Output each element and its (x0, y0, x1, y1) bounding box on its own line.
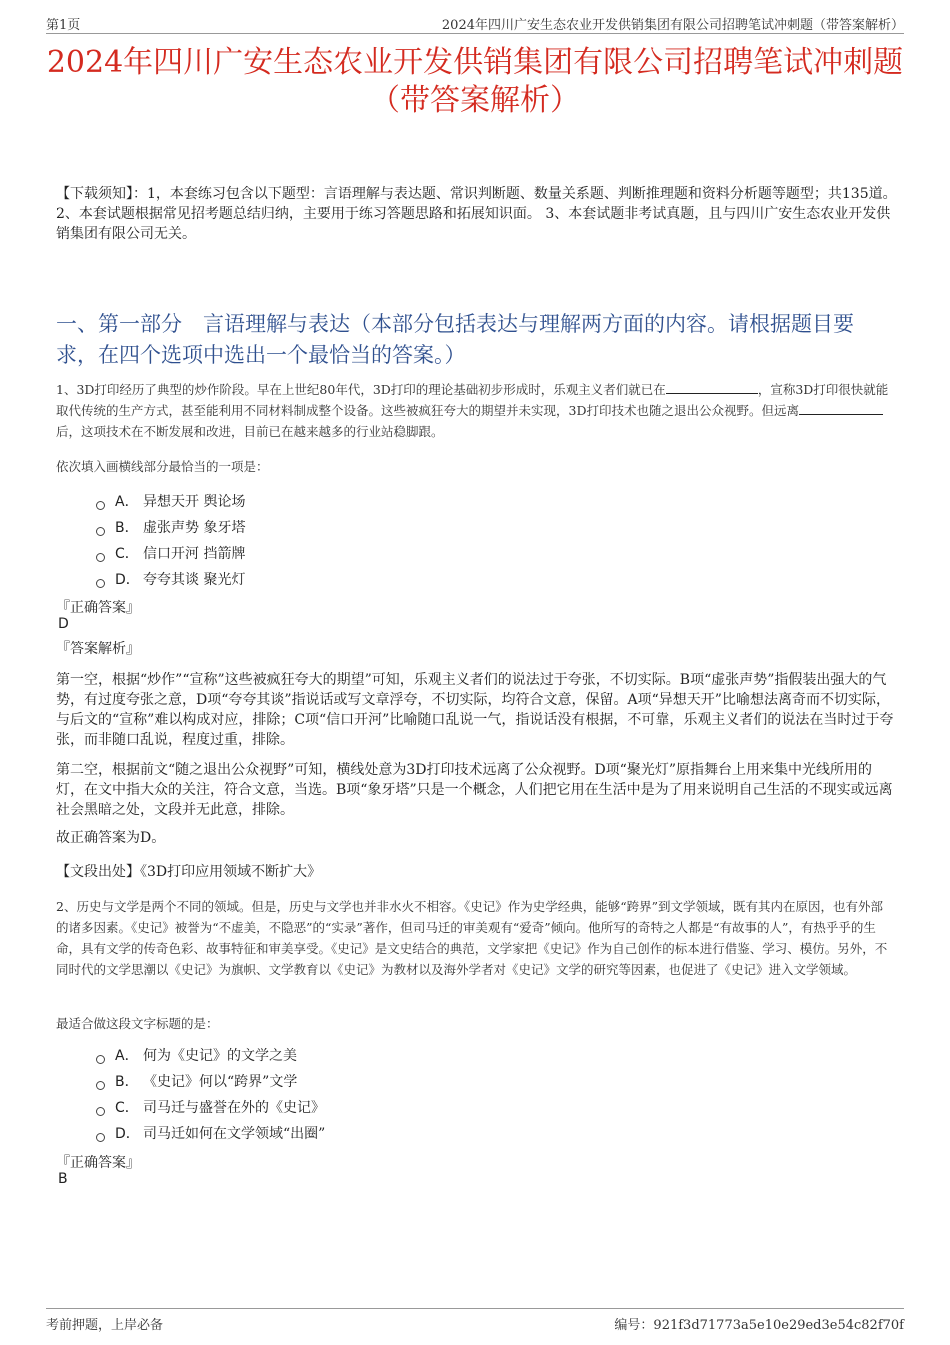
option-letter: B． (115, 1074, 139, 1090)
option-letter: C． (115, 546, 139, 562)
q1-source: 【文段出处】《3D打印应用领域不断扩大》 (56, 864, 322, 880)
radio-icon[interactable] (96, 501, 105, 510)
option-text: 虚张声势 象牙塔 (143, 520, 246, 536)
radio-icon[interactable] (96, 579, 105, 588)
option-text: 夸夸其谈 聚光灯 (143, 572, 246, 588)
section-heading: 一、第一部分 言语理解与表达（本部分包括表达与理解两方面的内容。请根据题目要求，在四个选项中选出一个最恰当的答案。） (56, 312, 854, 367)
footer-slogan: 考前押题，上岸必备 (46, 1318, 164, 1333)
option-text: 信口开河 挡箭牌 (143, 546, 246, 562)
q1-option-c[interactable] (96, 541, 245, 567)
radio-icon[interactable] (96, 527, 105, 536)
q1-blank-2 (799, 401, 883, 415)
q2-options (96, 1043, 325, 1147)
radio-icon[interactable] (96, 553, 105, 562)
option-letter: B． (115, 520, 139, 536)
q2-answer: B (58, 1171, 68, 1187)
radio-icon[interactable] (96, 1107, 105, 1116)
footer-serial-number: 编号：921f3d71773a5e10e29ed3e54c82f70f (614, 1318, 904, 1333)
radio-icon[interactable] (96, 1081, 105, 1090)
option-letter: A． (115, 494, 139, 510)
q2-option-d[interactable] (96, 1121, 325, 1147)
option-letter: D． (115, 572, 140, 588)
q1-analysis-label: 『答案解析』 (56, 641, 140, 657)
q1-answer-label: 『正确答案』 (56, 600, 140, 616)
q1-analysis-paragraph-2: 第二空，根据前文“随之退出公众视野”可知，横线处意为3D打印技术远离了公众视野。D项“聚光灯”原指舞台上用来集中光线所用的灯，在文中指大众的关注，符合文意，当选。B项“象牙塔”只是一个概念，人们把它用在生活中是为了用来说明自己生活的不现实或远离社会黑暗之处，文段并无此意，排除。 (56, 762, 893, 818)
option-letter: C． (115, 1100, 139, 1116)
q1-stem-part3: 后，这项技术在不断发展和改进，目前已在越来越多的行业站稳脚跟。 (56, 424, 444, 439)
question-1-stem (56, 379, 894, 442)
q1-blank-1 (666, 380, 758, 394)
q2-option-c[interactable] (96, 1095, 325, 1121)
question-2-stem: 2、历史与文学是两个不同的领域。但是，历史与文学也并非水火不相容。《史记》作为史学经典，能够“跨界”到文学领域，既有其内在原因，也有外部的诸多因素。《史记》被誉为“不虚美，不隐恶”的“实录”著作，但司马迁的审美观有“爱奇”倾向。他所写的奇特之人都是“有故事的人”，有热乎乎的生命，具有文学的传奇色彩、故事特征和审美享受。《史记》是文史结合的典范，文学家把《史记》作为自己创作的标本进行借鉴、学习、模仿。另外，不同时代的文学思潮以《史记》为旗帜、文学教育以《史记》为教材以及海外学者对《史记》文学的研究等因素，也促进了《史记》进入文学领域。 (56, 899, 888, 977)
q1-stem-part2: ，宣称3D打印很快就能取代传统的生产方式，甚至能利用不同材料制成整个设备。这些被疯狂夸大的期望并未实现，3D打印技术也随之退出公众视野。但远离 (56, 382, 889, 418)
page-number: 第1页 (46, 18, 81, 33)
q2-option-a[interactable] (96, 1043, 325, 1069)
q1-stem-part1: 1、3D打印经历了典型的炒作阶段。早在上世纪80年代，3D打印的理论基础初步形成时，乐观主义者们就已在 (56, 382, 666, 397)
q1-answer: D (58, 616, 69, 632)
q2-answer-label: 『正确答案』 (56, 1155, 140, 1171)
option-text: 《史记》何以“跨界”文学 (143, 1074, 298, 1090)
header-doc-title: 2024年四川广安生态农业开发供销集团有限公司招聘笔试冲刺题（带答案解析） (441, 18, 904, 33)
q2-prompt: 最适合做这段文字标题的是： (56, 1016, 219, 1031)
document-title: 2024年四川广安生态农业开发供销集团有限公司招聘笔试冲刺题（带答案解析） (46, 45, 904, 118)
q1-conclusion: 故正确答案为D。 (56, 830, 166, 846)
radio-icon[interactable] (96, 1133, 105, 1142)
q1-option-a[interactable] (96, 489, 245, 515)
q2-option-b[interactable] (96, 1069, 325, 1095)
q1-option-d[interactable] (96, 567, 245, 593)
q1-analysis-paragraph-1: 第一空，根据“炒作”“宣称”这些被疯狂夸大的期望”可知，乐观主义者们的说法过于夸张，不切实际。B项“虚张声势”指假装出强大的气势，有过度夸张之意，D项“夸夸其谈”指说话或写文章浮夸，不切实际，均符合文意，保留。A项“异想天开”比喻想法离奇而不切实际，与后文的“宣称”难以构成对应，排除；C项“信口开河”比喻随口乱说一气，指说话没有根据，不可靠，乐观主义者们的说法在当时过于夸张，而非随口乱说，程度过重，排除。 (56, 672, 894, 748)
option-text: 何为《史记》的文学之美 (143, 1048, 297, 1064)
header-divider (46, 33, 904, 34)
download-notice: 【下载须知】：1，本套练习包含以下题型：言语理解与表达题、常识判断题、数量关系题、判断推理题和资料分析题等题型；共135道。 2、本套试题根据常见招考题总结归纳，主要用于练习答题思路和拓展知识面。 3、本套试题非考试真题，且与四川广安生态农业开发供销集团有限公司无关。 (56, 186, 897, 242)
option-letter: D． (115, 1126, 140, 1142)
option-letter: A． (115, 1048, 139, 1064)
radio-icon[interactable] (96, 1055, 105, 1064)
option-text: 司马迁与盛誉在外的《史记》 (143, 1100, 325, 1116)
q1-options (96, 489, 245, 593)
option-text: 异想天开 舆论场 (143, 494, 246, 510)
option-text: 司马迁如何在文学领域“出圈” (143, 1126, 326, 1142)
footer-divider (46, 1308, 904, 1309)
q1-option-b[interactable] (96, 515, 245, 541)
q1-prompt: 依次填入画横线部分最恰当的一项是： (56, 459, 269, 474)
